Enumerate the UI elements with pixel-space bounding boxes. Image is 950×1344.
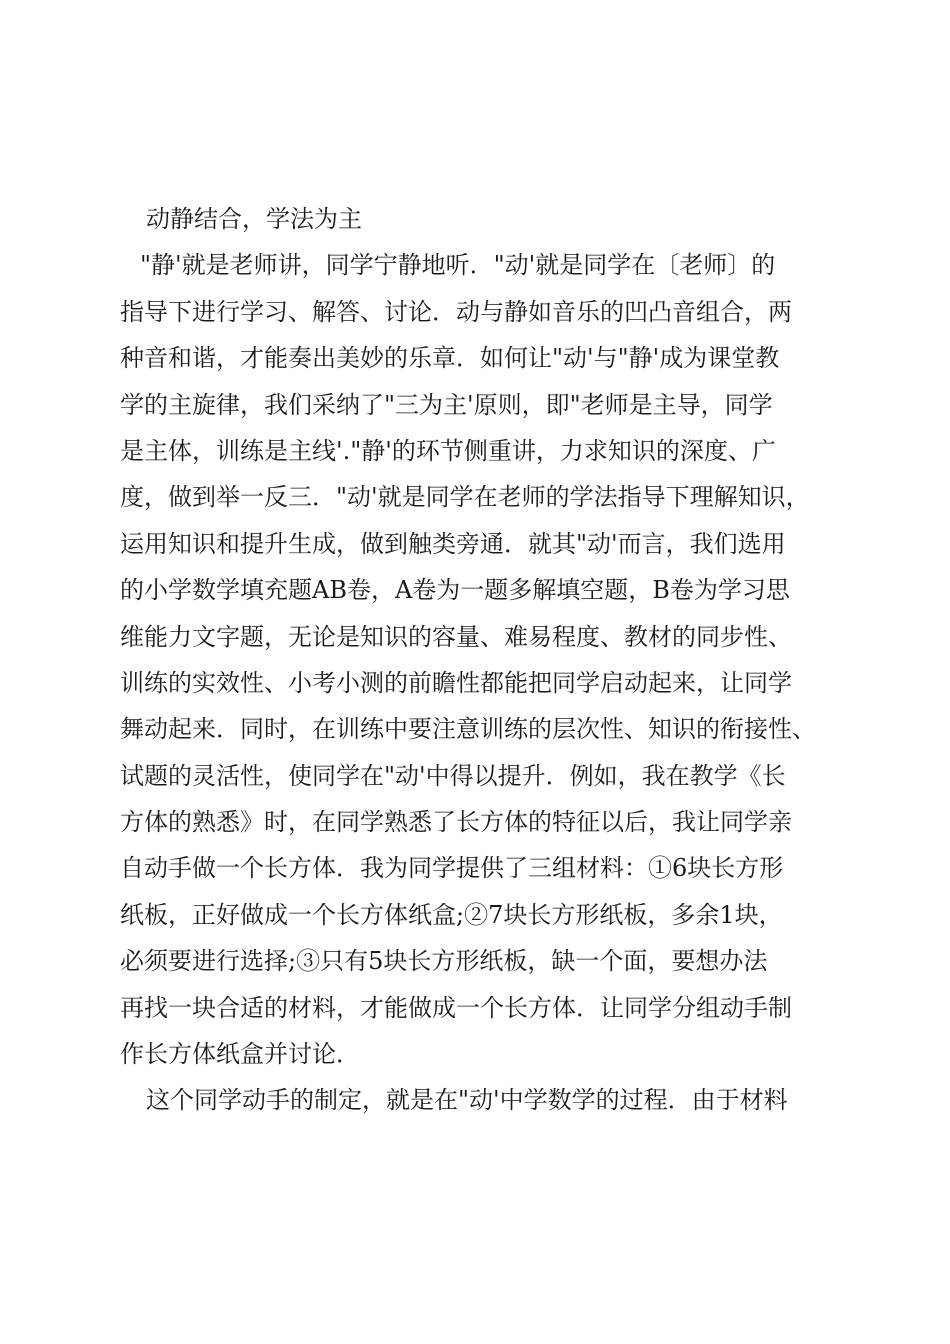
paragraph-line: 度，做到举一反三．"动'就是同学在老师的学法指导下理解知识， <box>120 483 810 512</box>
paragraph-line: 学的主旋律，我们采纳了"三为主'原则，即"老师是主导，同学 <box>120 390 773 419</box>
document-body <box>120 196 840 1124</box>
paragraph-line: 纸板，正好做成一个长方体纸盒;②7块长方形纸板，多余1块， <box>120 900 783 929</box>
paragraph-line: 方体的熟悉》时，在同学熟悉了长方体的特征以后，我让同学亲 <box>120 808 792 837</box>
paragraph-line: 种音和谐，才能奏出美妙的乐章．如何让"动'与"静'成为课堂教 <box>120 344 780 373</box>
paragraph-line: 维能力文字题，无论是知识的容量、难易程度、教材的同步性、 <box>120 622 792 651</box>
paragraph-line: "静'就是老师讲，同学宁静地听．"动'就是同学在〔老师〕的 <box>140 251 776 280</box>
paragraph-line: 训练的实效性、小考小测的前瞻性都能把同学启动起来，让同学 <box>120 668 792 697</box>
paragraph-line: 是主体，训练是主线'."静'的环节侧重讲，力求知识的深度、广 <box>120 436 776 465</box>
paragraph-line: 舞动起来．同时，在训练中要注意训练的层次性、知识的衔接性、 <box>120 715 816 744</box>
paragraph-1 <box>120 242 840 1077</box>
paragraph-line: 这个同学动手的制定，就是在"动'中学数学的过程．由于材料 <box>146 1086 788 1115</box>
paragraph-line: 必须要进行选择;③只有5块长方形纸板，缺一个面，要想办法 <box>120 947 768 976</box>
section-heading: 动静结合，学法为主 <box>146 205 362 233</box>
paragraph-2 <box>120 1077 840 1123</box>
paragraph-line: 自动手做一个长方体．我为同学提供了三组材料：①6块长方形 <box>120 854 784 883</box>
paragraph-line: 再找一块合适的材料，才能做成一个长方体．让同学分组动手制 <box>120 993 792 1022</box>
paragraph-line: 运用知识和提升生成，做到触类旁通．就其"动'而言，我们选用 <box>120 529 786 558</box>
paragraph-line: 的小学数学填充题AB卷，A卷为一题多解填空题，B卷为学习思 <box>120 576 790 605</box>
paragraph-line: 作长方体纸盒并讨论． <box>120 1040 360 1069</box>
paragraph-line: 指导下进行学习、解答、讨论．动与静如音乐的凹凸音组合，两 <box>120 297 792 326</box>
paragraph-line: 试题的灵活性，使同学在"动'中得以提升．例如，我在教学《长 <box>120 761 786 790</box>
